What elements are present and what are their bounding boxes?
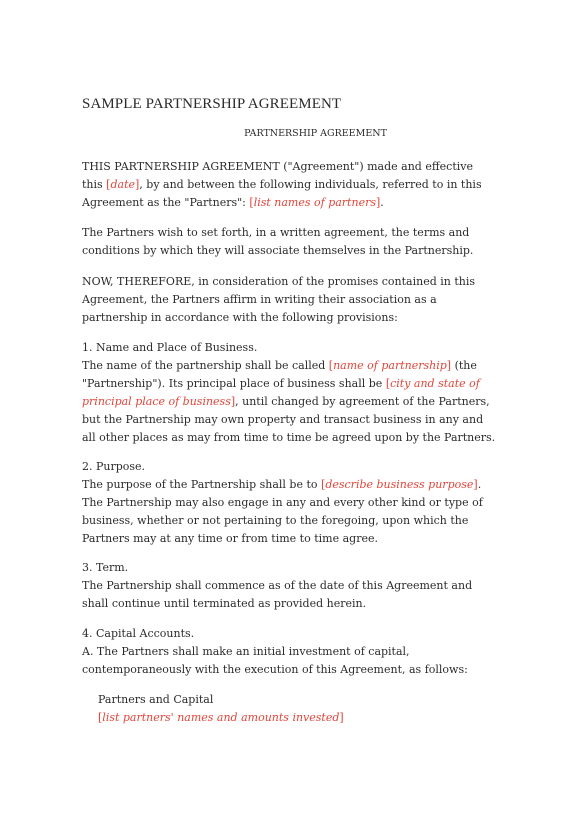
intro-line-2 [82,176,512,194]
s4-line-2: contemporaneously with the execution of this Agreement, as follows: [82,663,468,676]
s2-line-3: business, whether or not pertaining to the foregoing, upon which the [82,514,469,527]
s4-line-1: A. The Partners shall make an initial investment of capital, [82,645,410,658]
partners-capital-placeholder: list partners' names and amounts invested [102,711,340,724]
s1-line-3 [82,393,512,411]
s1-text: The name of the partnership shall be called [82,359,329,372]
s3-line-1: The Partnership shall commence as of the date of this Agreement and [82,579,473,592]
section-capital-accounts [82,625,512,679]
s2-line-4: Partners may at any time or from time to time agree. [82,532,378,545]
s2-text: . [477,478,482,491]
intro-text: Agreement as the "Partners": [82,196,250,209]
capital-table-heading: Partners and Capital [98,693,214,706]
bracket-close: ] [230,395,236,408]
wish-line-2: conditions by which they will associate themselves in the Partnership. [82,244,474,257]
intro-line-1: THIS PARTNERSHIP AGREEMENT ("Agreement") made and effective [82,160,473,173]
section-purpose [82,458,512,548]
s1-text: (the [451,359,477,372]
now-line-2: Agreement, the Partners affirm in writing their association as a [82,293,437,306]
agreement-subtitle [0,128,579,139]
agreement-subtitle-text: PARTNERSHIP AGREEMENT [244,128,387,139]
bracket-close: ] [473,478,478,491]
s1-text: "Partnership"). Its principal place of business shall be [82,377,386,390]
partnership-name-placeholder: name of partnership [333,359,447,372]
section-heading: 4. Capital Accounts. [82,627,195,640]
s2-line-2: The Partnership may also engage in any and every other kind or type of [82,496,483,509]
section-heading: 2. Purpose. [82,460,146,473]
bracket-close: ] [446,359,452,372]
intro-text: . [380,196,384,209]
business-purpose-placeholder: describe business purpose [325,478,474,491]
bracket-close: ] [375,196,381,209]
s3-line-2: shall continue until terminated as provided herein. [82,597,367,610]
s1-line-1 [82,357,512,375]
intro-text: , by and between the following individuals, referred to in this [139,178,482,191]
partners-names-placeholder: list names of partners [253,196,376,209]
wish-paragraph [82,224,512,260]
section-heading: 3. Term. [82,561,129,574]
wish-line-1: The Partners wish to set forth, in a written agreement, the terms and [82,226,470,239]
s1-text: , until changed by agreement of the Partners, [235,395,490,408]
document-title: SAMPLE PARTNERSHIP AGREEMENT [82,96,342,112]
now-line-1: NOW, THEREFORE, in consideration of the promises contained in this [82,275,476,288]
date-placeholder: date [110,178,135,191]
bracket-open: [ [321,478,326,491]
s2-line-1 [82,476,512,494]
section-term [82,559,512,613]
intro-text: this [82,178,107,191]
bracket-open: [ [328,359,334,372]
s1-line-5: all other places as may from time to time be agreed upon by the Partners. [82,431,496,444]
s1-line-2 [82,375,512,393]
section-heading: 1. Name and Place of Business. [82,341,258,354]
bracket-open: [ [385,377,391,390]
bracket-close: ] [339,711,344,724]
bracket-open: [ [249,196,254,209]
s1-line-4: but the Partnership may own property and transact business in any and [82,413,484,426]
bracket-open: [ [106,178,111,191]
place-placeholder: city and state of [390,377,480,390]
bracket-open: [ [98,711,103,724]
bracket-close: ] [135,178,140,191]
section-name-and-place [82,339,512,447]
intro-paragraph [82,158,512,212]
s2-text: The purpose of the Partnership shall be to [82,478,322,491]
capital-table [98,691,528,727]
now-line-3: partnership in accordance with the following provisions: [82,311,398,324]
now-therefore-paragraph [82,273,512,327]
place-placeholder: principal place of business [82,395,231,408]
capital-table-row [98,709,528,727]
intro-line-3 [82,194,512,212]
